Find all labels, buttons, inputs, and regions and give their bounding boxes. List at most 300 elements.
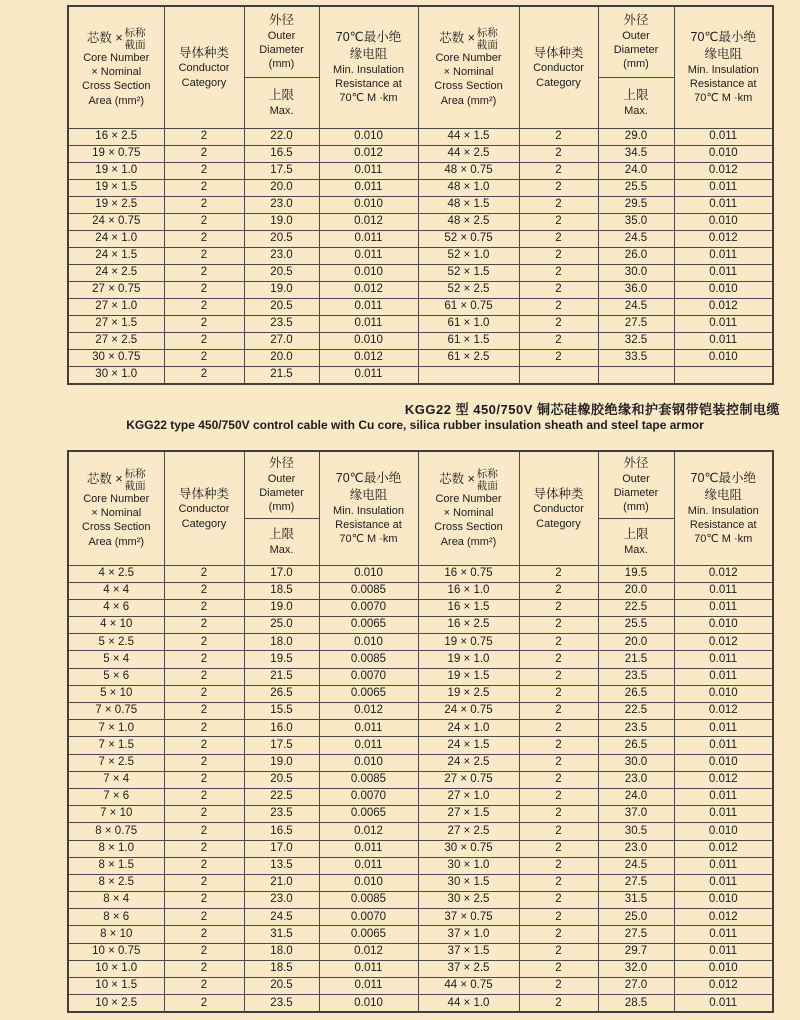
table-cell: 24 × 2.5 — [68, 264, 164, 281]
header-core-zh-stack: 标称 截面 — [124, 467, 146, 492]
table-cell: 7 × 1.5 — [68, 737, 164, 754]
spec-table-kgg22 — [67, 450, 774, 1013]
table-cell: 24 × 1.5 — [418, 737, 519, 754]
table-cell: 2 — [519, 213, 598, 230]
table-row — [68, 366, 773, 384]
table-cell: 0.012 — [674, 909, 773, 926]
table-cell: 2 — [164, 196, 244, 213]
table-row — [68, 651, 773, 668]
table-cell: 8 × 2.5 — [68, 874, 164, 891]
table-cell: 2 — [519, 892, 598, 909]
header-outer-diameter: 外径 Outer Diameter (mm) — [598, 6, 674, 77]
table-cell: 0.011 — [319, 960, 418, 977]
table-cell: 2 — [164, 145, 244, 162]
header-core-zh — [69, 27, 164, 51]
table-cell: 2 — [519, 264, 598, 281]
table-row — [68, 892, 773, 909]
table-cell: 0.011 — [674, 651, 773, 668]
table-cell: 30 × 0.75 — [418, 840, 519, 857]
table-row — [68, 582, 773, 599]
table-cell: 2 — [519, 634, 598, 651]
table-cell: 22.5 — [598, 599, 674, 616]
table-cell: 10 × 2.5 — [68, 995, 164, 1013]
table-cell: 2 — [519, 617, 598, 634]
table-cell: 32.5 — [598, 332, 674, 349]
spec-table-top-header — [68, 6, 773, 128]
table-cell: 27 × 0.75 — [68, 281, 164, 298]
table-cell: 24 × 0.75 — [418, 703, 519, 720]
table-cell: 48 × 2.5 — [418, 213, 519, 230]
table-cell: 25.5 — [598, 179, 674, 196]
header-core-zh-prefix: 芯数 × — [86, 31, 123, 46]
table-cell: 0.011 — [674, 582, 773, 599]
table-cell: 23.5 — [244, 995, 319, 1013]
table-cell — [674, 366, 773, 384]
table-cell: 2 — [164, 582, 244, 599]
table-row — [68, 909, 773, 926]
table-cell: 0.011 — [674, 668, 773, 685]
header-core-number: 芯数 × 标称 截面 Core Number × Nominal Cross Section Area (mm²) — [68, 6, 164, 128]
table-cell: 31.5 — [598, 892, 674, 909]
table-cell: 0.011 — [319, 978, 418, 995]
table-cell: 30 × 1.5 — [418, 874, 519, 891]
table-cell: 2 — [519, 771, 598, 788]
table-cell: 20.5 — [244, 771, 319, 788]
table-cell: 2 — [164, 840, 244, 857]
table-cell: 7 × 4 — [68, 771, 164, 788]
table-cell: 2 — [164, 651, 244, 668]
section-title-en: KGG22 type 450/750V control cable with Cu core, silica rubber insulation sheath and steel tape armor — [126, 418, 704, 432]
table-cell: 0.010 — [319, 264, 418, 281]
table-row — [68, 703, 773, 720]
table-cell: 2 — [164, 823, 244, 840]
table-cell: 52 × 1.0 — [418, 247, 519, 264]
table-cell: 8 × 6 — [68, 909, 164, 926]
table-cell: 5 × 4 — [68, 651, 164, 668]
table-cell: 0.010 — [674, 823, 773, 840]
table-cell: 23.5 — [598, 668, 674, 685]
table-cell: 48 × 0.75 — [418, 162, 519, 179]
table-cell: 2 — [519, 823, 598, 840]
table-cell: 0.012 — [319, 213, 418, 230]
table-cell: 19.5 — [598, 565, 674, 582]
table-cell: 2 — [164, 213, 244, 230]
table-cell: 0.011 — [319, 840, 418, 857]
header-upper-limit-max: 上限 Max. — [244, 77, 319, 128]
table-cell: 23.5 — [598, 720, 674, 737]
table-cell: 0.011 — [674, 264, 773, 281]
table-cell: 0.0065 — [319, 926, 418, 943]
table-cell: 0.011 — [674, 995, 773, 1013]
table-cell: 19.0 — [244, 599, 319, 616]
table-cell: 2 — [164, 179, 244, 196]
table-cell: 7 × 2.5 — [68, 754, 164, 771]
table-cell: 2 — [519, 196, 598, 213]
table-cell: 24 × 0.75 — [68, 213, 164, 230]
table-cell: 2 — [164, 685, 244, 702]
table-cell: 44 × 1.5 — [418, 128, 519, 145]
table-cell: 30 × 1.0 — [418, 857, 519, 874]
table-cell: 0.012 — [674, 771, 773, 788]
header-core-number: 芯数 × 标称 截面 Core Number × Nominal Cross Section Area (mm²) — [418, 451, 519, 565]
table-cell: 0.012 — [674, 162, 773, 179]
table-cell: 10 × 1.5 — [68, 978, 164, 995]
table-cell: 2 — [164, 315, 244, 332]
header-conductor-category: 导体种类 Conductor Category — [164, 451, 244, 565]
table-cell: 0.011 — [674, 315, 773, 332]
table-row — [68, 565, 773, 582]
table-cell: 0.011 — [674, 737, 773, 754]
table-cell: 18.0 — [244, 943, 319, 960]
table-cell: 0.010 — [319, 995, 418, 1013]
table-cell: 0.010 — [319, 754, 418, 771]
table-cell: 8 × 1.5 — [68, 857, 164, 874]
table-cell — [598, 366, 674, 384]
table-cell: 2 — [164, 162, 244, 179]
table-cell: 0.011 — [319, 720, 418, 737]
table-cell: 0.011 — [674, 943, 773, 960]
table-cell: 24.5 — [598, 230, 674, 247]
table-row — [68, 685, 773, 702]
table-cell: 0.010 — [319, 128, 418, 145]
table-row — [68, 960, 773, 977]
table-cell: 48 × 1.5 — [418, 196, 519, 213]
table-cell: 27 × 0.75 — [418, 771, 519, 788]
table-cell: 2 — [519, 315, 598, 332]
table-cell: 29.7 — [598, 943, 674, 960]
table-row — [68, 926, 773, 943]
table-cell: 19 × 0.75 — [68, 145, 164, 162]
table-cell: 2 — [519, 840, 598, 857]
table-cell: 0.011 — [674, 857, 773, 874]
table-cell: 37 × 0.75 — [418, 909, 519, 926]
table-cell: 2 — [519, 651, 598, 668]
header-min-insulation-resistance: 70℃最小绝 缘电阻 Min. Insulation Resistance at 70℃ M ·km — [674, 451, 773, 565]
header-conductor-category: 导体种类 Conductor Category — [519, 6, 598, 128]
table-cell: 0.011 — [319, 162, 418, 179]
table-cell: 0.011 — [319, 737, 418, 754]
table-cell: 26.5 — [598, 685, 674, 702]
table-cell: 0.012 — [674, 298, 773, 315]
table-cell: 2 — [164, 788, 244, 805]
header-conductor-category: 导体种类 Conductor Category — [164, 6, 244, 128]
table-cell: 2 — [519, 926, 598, 943]
header-core-number: 芯数 × 标称 截面 Core Number × Nominal Cross Section Area (mm²) — [68, 451, 164, 565]
table-row — [68, 874, 773, 891]
spec-table-top-body — [68, 128, 773, 384]
table-cell: 37 × 1.5 — [418, 943, 519, 960]
section-title-zh: KGG22 型 450/750V 铜芯硅橡胶绝缘和护套钢带铠装控制电缆 — [404, 402, 780, 417]
table-cell: 2 — [164, 909, 244, 926]
table-cell: 20.5 — [244, 264, 319, 281]
table-cell: 52 × 1.5 — [418, 264, 519, 281]
table-row — [68, 213, 773, 230]
table-cell: 27 × 1.5 — [418, 806, 519, 823]
table-row — [68, 840, 773, 857]
table-cell: 0.010 — [319, 332, 418, 349]
header-core-zh: 芯数 × 标称 截面 — [439, 467, 498, 492]
table-cell: 2 — [519, 960, 598, 977]
table-cell: 2 — [164, 978, 244, 995]
table-cell: 0.010 — [674, 349, 773, 366]
table-cell: 16.0 — [244, 720, 319, 737]
table-cell: 2 — [164, 281, 244, 298]
table-cell: 23.0 — [598, 771, 674, 788]
table-row — [68, 179, 773, 196]
table-cell: 0.012 — [674, 634, 773, 651]
table-cell: 37 × 2.5 — [418, 960, 519, 977]
table-cell: 0.010 — [674, 754, 773, 771]
table-cell: 2 — [519, 230, 598, 247]
table-row — [68, 823, 773, 840]
table-cell: 2 — [164, 366, 244, 384]
table-cell: 2 — [519, 179, 598, 196]
table-row — [68, 943, 773, 960]
table-cell: 0.011 — [319, 247, 418, 264]
table-cell: 2 — [519, 943, 598, 960]
table-cell: 23.0 — [598, 840, 674, 857]
table-cell: 0.012 — [319, 703, 418, 720]
table-cell: 24.0 — [598, 162, 674, 179]
header-min-insulation-resistance: 70℃最小绝 缘电阻 Min. Insulation Resistance at 70℃ M ·km — [319, 6, 418, 128]
table-cell: 2 — [519, 145, 598, 162]
table-row — [68, 978, 773, 995]
table-cell: 21.5 — [598, 651, 674, 668]
table-cell: 24 × 2.5 — [418, 754, 519, 771]
table-cell: 17.0 — [244, 565, 319, 582]
table-cell: 18.0 — [244, 634, 319, 651]
table-row — [68, 230, 773, 247]
table-cell: 52 × 2.5 — [418, 281, 519, 298]
table-cell: 30.0 — [598, 264, 674, 281]
table-row — [68, 771, 773, 788]
table-cell: 37 × 1.0 — [418, 926, 519, 943]
table-cell: 15.5 — [244, 703, 319, 720]
table-row — [68, 196, 773, 213]
table-cell: 2 — [164, 703, 244, 720]
table-cell: 23.0 — [244, 892, 319, 909]
table-cell: 2 — [164, 892, 244, 909]
table-cell: 2 — [519, 298, 598, 315]
table-cell: 0.0070 — [319, 788, 418, 805]
header-conductor-category: 导体种类 Conductor Category — [519, 451, 598, 565]
table-cell: 16.5 — [244, 145, 319, 162]
table-cell: 17.0 — [244, 840, 319, 857]
table-cell: 0.012 — [674, 565, 773, 582]
header-core-zh — [69, 468, 164, 492]
table-cell: 44 × 2.5 — [418, 145, 519, 162]
table-cell: 4 × 6 — [68, 599, 164, 616]
header-min-insulation-resistance: 70℃最小绝 缘电阻 Min. Insulation Resistance at 70℃ M ·km — [674, 6, 773, 128]
table-cell: 7 × 1.0 — [68, 720, 164, 737]
table-cell: 2 — [164, 332, 244, 349]
table-cell: 61 × 1.5 — [418, 332, 519, 349]
table-cell: 8 × 10 — [68, 926, 164, 943]
table-cell: 30 × 2.5 — [418, 892, 519, 909]
table-cell: 2 — [519, 857, 598, 874]
table-cell: 2 — [164, 857, 244, 874]
table-cell: 4 × 4 — [68, 582, 164, 599]
table-cell: 30 × 0.75 — [68, 349, 164, 366]
table-cell: 21.0 — [244, 874, 319, 891]
table-cell: 20.0 — [244, 179, 319, 196]
table-cell: 2 — [164, 754, 244, 771]
table-cell: 26.5 — [244, 685, 319, 702]
table-cell: 20.0 — [598, 582, 674, 599]
table-cell: 2 — [164, 230, 244, 247]
table-cell: 0.012 — [319, 145, 418, 162]
table-cell: 2 — [519, 565, 598, 582]
table-cell: 2 — [519, 128, 598, 145]
table-cell: 27.5 — [598, 874, 674, 891]
table-cell: 27 × 2.5 — [68, 332, 164, 349]
table-cell: 2 — [164, 128, 244, 145]
header-upper-limit-max: 上限 Max. — [598, 518, 674, 565]
table-cell: 0.010 — [674, 617, 773, 634]
table-cell: 19.0 — [244, 213, 319, 230]
table-cell: 23.0 — [244, 196, 319, 213]
table-cell: 24.5 — [244, 909, 319, 926]
table-cell: 0.010 — [674, 145, 773, 162]
table-cell: 16 × 1.0 — [418, 582, 519, 599]
table-cell: 2 — [164, 995, 244, 1013]
table-cell: 16 × 1.5 — [418, 599, 519, 616]
table-cell: 0.010 — [319, 634, 418, 651]
table-row — [68, 599, 773, 616]
table-cell: 2 — [164, 926, 244, 943]
table-cell: 27 × 1.0 — [68, 298, 164, 315]
table-cell: 2 — [519, 788, 598, 805]
table-cell: 0.011 — [319, 857, 418, 874]
table-cell: 19.5 — [244, 651, 319, 668]
table-cell: 23.0 — [244, 247, 319, 264]
table-cell: 0.011 — [674, 247, 773, 264]
table-cell: 30.5 — [598, 823, 674, 840]
table-cell: 0.0085 — [319, 892, 418, 909]
table-cell: 0.011 — [674, 332, 773, 349]
table-cell: 48 × 1.0 — [418, 179, 519, 196]
table-cell: 7 × 0.75 — [68, 703, 164, 720]
table-cell: 0.0085 — [319, 771, 418, 788]
table-cell: 31.5 — [244, 926, 319, 943]
table-cell: 26.0 — [598, 247, 674, 264]
table-cell: 5 × 2.5 — [68, 634, 164, 651]
table-cell: 0.011 — [674, 196, 773, 213]
table-cell: 19.0 — [244, 281, 319, 298]
header-upper-limit-max: 上限 Max. — [244, 518, 319, 565]
table-row — [68, 281, 773, 298]
table-cell: 0.012 — [674, 978, 773, 995]
table-cell: 0.010 — [674, 892, 773, 909]
table-cell: 2 — [519, 582, 598, 599]
header-core-zh-stack: 标称 截面 — [124, 26, 146, 51]
table-cell: 29.0 — [598, 128, 674, 145]
table-cell: 0.010 — [319, 874, 418, 891]
table-cell: 0.011 — [319, 298, 418, 315]
table-cell: 2 — [519, 754, 598, 771]
table-cell: 2 — [164, 634, 244, 651]
table-cell: 7 × 10 — [68, 806, 164, 823]
table-cell: 0.0065 — [319, 617, 418, 634]
header-core-number: 芯数 × 标称 截面 Core Number × Nominal Cross Section Area (mm²) — [418, 6, 519, 128]
table-cell: 0.011 — [674, 926, 773, 943]
table-cell: 2 — [164, 720, 244, 737]
table-cell: 20.0 — [244, 349, 319, 366]
table-cell: 2 — [164, 737, 244, 754]
table-cell: 0.011 — [674, 128, 773, 145]
table-cell: 2 — [164, 599, 244, 616]
table-cell: 10 × 0.75 — [68, 943, 164, 960]
table-cell: 2 — [164, 806, 244, 823]
table-cell: 19 × 2.5 — [418, 685, 519, 702]
table-cell: 0.011 — [674, 599, 773, 616]
header-core-zh-stack: 标称 截面 — [476, 26, 498, 51]
table-cell: 0.011 — [674, 806, 773, 823]
table-cell: 0.012 — [319, 943, 418, 960]
table-cell: 16 × 2.5 — [68, 128, 164, 145]
table-row — [68, 995, 773, 1013]
table-cell: 2 — [164, 349, 244, 366]
table-row — [68, 264, 773, 281]
table-cell: 0.011 — [319, 366, 418, 384]
table-row — [68, 857, 773, 874]
table-cell: 34.5 — [598, 145, 674, 162]
table-cell: 0.0065 — [319, 806, 418, 823]
table-cell: 2 — [519, 703, 598, 720]
table-cell: 18.5 — [244, 960, 319, 977]
table-cell: 27.0 — [244, 332, 319, 349]
table-cell: 8 × 1.0 — [68, 840, 164, 857]
header-outer-diameter: 外径 Outer Diameter (mm) — [244, 6, 319, 77]
table-cell: 2 — [519, 909, 598, 926]
table-cell: 25.0 — [244, 617, 319, 634]
table-cell: 4 × 10 — [68, 617, 164, 634]
table-row — [68, 332, 773, 349]
table-cell: 24.5 — [598, 298, 674, 315]
table-cell: 2 — [519, 281, 598, 298]
table-cell: 5 × 6 — [68, 668, 164, 685]
table-cell: 10 × 1.0 — [68, 960, 164, 977]
table-row — [68, 145, 773, 162]
table-cell: 24 × 1.5 — [68, 247, 164, 264]
table-cell: 2 — [519, 162, 598, 179]
table-cell: 5 × 10 — [68, 685, 164, 702]
table-cell: 25.0 — [598, 909, 674, 926]
table-cell: 17.5 — [244, 737, 319, 754]
table-cell: 0.011 — [674, 720, 773, 737]
table-cell: 27.0 — [598, 978, 674, 995]
table-cell: 20.5 — [244, 298, 319, 315]
table-cell — [418, 366, 519, 384]
table-cell: 2 — [519, 737, 598, 754]
table-cell: 20.5 — [244, 230, 319, 247]
table-cell: 61 × 1.0 — [418, 315, 519, 332]
table-row — [68, 162, 773, 179]
table-cell: 0.0085 — [319, 582, 418, 599]
table-cell: 0.012 — [674, 703, 773, 720]
table-cell: 0.010 — [319, 565, 418, 582]
table-cell: 19 × 2.5 — [68, 196, 164, 213]
table-row — [68, 634, 773, 651]
table-cell: 2 — [164, 960, 244, 977]
table-cell: 28.5 — [598, 995, 674, 1013]
table-cell: 0.011 — [319, 315, 418, 332]
table-cell: 2 — [519, 599, 598, 616]
table-cell: 13.5 — [244, 857, 319, 874]
table-row — [68, 247, 773, 264]
table-cell: 24.0 — [598, 788, 674, 805]
spec-table-kgg22-header — [68, 451, 773, 565]
